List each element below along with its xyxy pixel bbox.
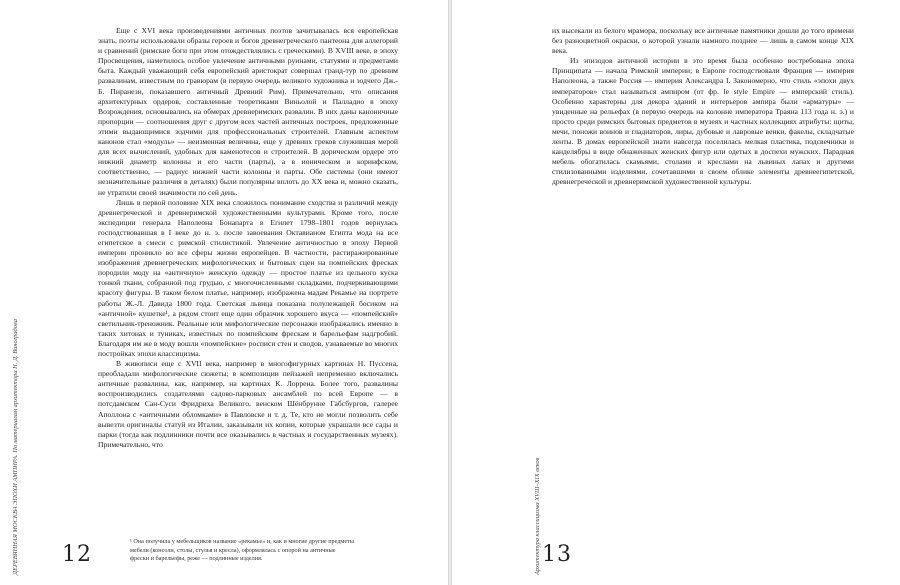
- right-body-text: [552, 26, 854, 188]
- footnote: ¹ Она получила у мебельщиков название «рекамье» и, как и многие другие предметы мебели (консоли, столы, стулья и кресла), оформлялась с опорой на античные фрески и барельефы, реже — подлинные изделия.: [130, 538, 354, 563]
- right-paragraph-2: Из эпизодов античной истории в это время была особенно востребована эпоха Принципата — начала Римской империи; в Европе господствовали Франция — империя Наполеона, а также Россия — империя Александра I. Закономерно, что стиль «эпохи двух императоров» стал называться ампиром (от фр. le style Empire — имперский стиль). Особенно характерны для декора зданий и интерьеров ампира были «арматуры» — увиденные на рельефах (в первую очередь на колонне императора Траяна 113 года н. э.) и просто среди римских бытовых предметов в музеях и частных коллекциях атрибуты: щиты, мечи, поножи воинов и гладиаторов, лиры, дубовые и лавровые венки, факелы, складчатые ленты. В домах европейской знати навсегда поселилась мелкая пластика, подсвечники и канделябры в виде обнаженных женских фигур или одетых в доспехи мужских. Парадная мебель обогатилась скамьями, столами и креслами на львиных лапах и другими стилизованными изделиями, сочетавшими в своем облике элементы древнеегипетской, древнегреческой и древнеримской художественной культуры.: [552, 56, 854, 187]
- left-paragraph-1: Еще с XVI века произведениями античных поэтов зачитывалась вся европейская знать, поэты использовали образы героев и богов древнегреческого пантеона для аллегорий и сравнений (римские боги при этом отождествлялись с греческими). В XVIII веке, в эпоху Просвещения, наметилось особое увлечение античными руинами, статуями и предметами быта. Каждый уважающий себя европейский аристократ совершал гранд-тур по древним развалинам, известным по гравюрам (в первую очередь великого художника и зодчего Дж.-Б. Пиранези, показавшего античный Древний Рим). Примечательно, что описания архитектурных ордеров, составленные теоретиками Виньолой и Палладио в эпоху Возрождения, основывались на обмерах древнеримских развалин. В них даны каноничные пропорции — соотношения друг с другом всех частей античных построек, предложенные этими выдающимися зодчими для профессиональных строителей. Главным аспектом канонов стал «модуль» — неизменная величина, еще у древних греков служившая мерой для всех вычислений, удобных для каменотесов и строителей. В дорическом ордере это нижний диаметр колонны и его части (парты), а в ионическом и коринфском, соответственно, — радиус нижней части колонны и парты. Обе системы (они имеют незначительные различия в деталях) были популярны вплоть до XX века и, можно сказать, не утратили своей значимости по сей день.: [98, 26, 398, 197]
- right-page-number: 13: [542, 542, 572, 567]
- right-running-header: Архитектура классицизма XVIII–XIX веков: [534, 457, 541, 575]
- right-page: [452, 0, 900, 585]
- left-body-text: [98, 26, 398, 450]
- right-paragraph-1: их высекали из белого мрамора, поскольку все античные памятники дошли до того времени без разноцветной окраски, о которой узнали намного позднее — лишь в самом конце XIX века.: [552, 26, 854, 56]
- left-page: [0, 0, 448, 585]
- left-running-header: ДЕРЕВЯННАЯ МОСКВА ЭПОХИ АМПИРА. По материалам архитектора Н. Д. Виноградова: [12, 319, 19, 575]
- left-paragraph-2: Лишь в первой половине XIX века сложилось понимание сходства и различий между древнегреческой и древнеримской художественными культурами. Кроме того, после экспедиции генерала Наполеона Бонапарта в Египет 1798–1801 годов вернулась господствовавшая в I веке до н. э. после завоевания Октавианом Египта мода на все египетское в смеси с римской стилистикой. Увлечение античностью в эпоху Первой империи проникло во все сферы жизни европейцев. В частности, растиражированные изображения древнегреческих мифологических и бытовых сцен на помпейских фресках породили моду на «античную» женскую одежду — простое платье из цельного куска тонкой ткани, собранной под грудью, с многочисленными складками, подчеркивающими красоту фигуры. В таком белом платье, например, изображена мадам Рекамье на портрете работы Ж.-Л. Давида 1800 года. Светская львица показана полулежащей босиком на «античной» кушетке¹, а рядом стоит еще один образчик хорошего вкуса — «помпейский» светильник-треножник. Реальные или мифологические персонажи изображались именно в таких хитонах и туниках, известных по помпейским фрескам и барельефам надгробий. Благодаря им же в моду вошли «помпейские» росписи стен и сводов, узнаваемые во многих постройках эпохи классицизма.: [98, 197, 398, 358]
- left-page-number: 12: [62, 542, 92, 567]
- left-paragraph-3: В живописи еще с XVII века, например в многофигурных картинах Н. Пуссена, преобладали мифологические сюжеты; в композиции пейзажей непременно включались античные развалины, как, например, на картинах К. Лоррена. Более того, развалины воспроизводились создателями садово-парковых ансамблей по всей Европе — в потсдамском Сан-Суси Фридриха Великого, венском Шёнбрунне Габсбургов, галерее Аполлона с «античными обломками» в Павловске и т. д. Те, кто не могли позволить себе вывезти оригиналы статуй из Италии, заказывали их копии, которые украшали все сады и парки (тогда как подлинники почти все оказывались в частных и государственных музеях). Примечательно, что: [98, 359, 398, 449]
